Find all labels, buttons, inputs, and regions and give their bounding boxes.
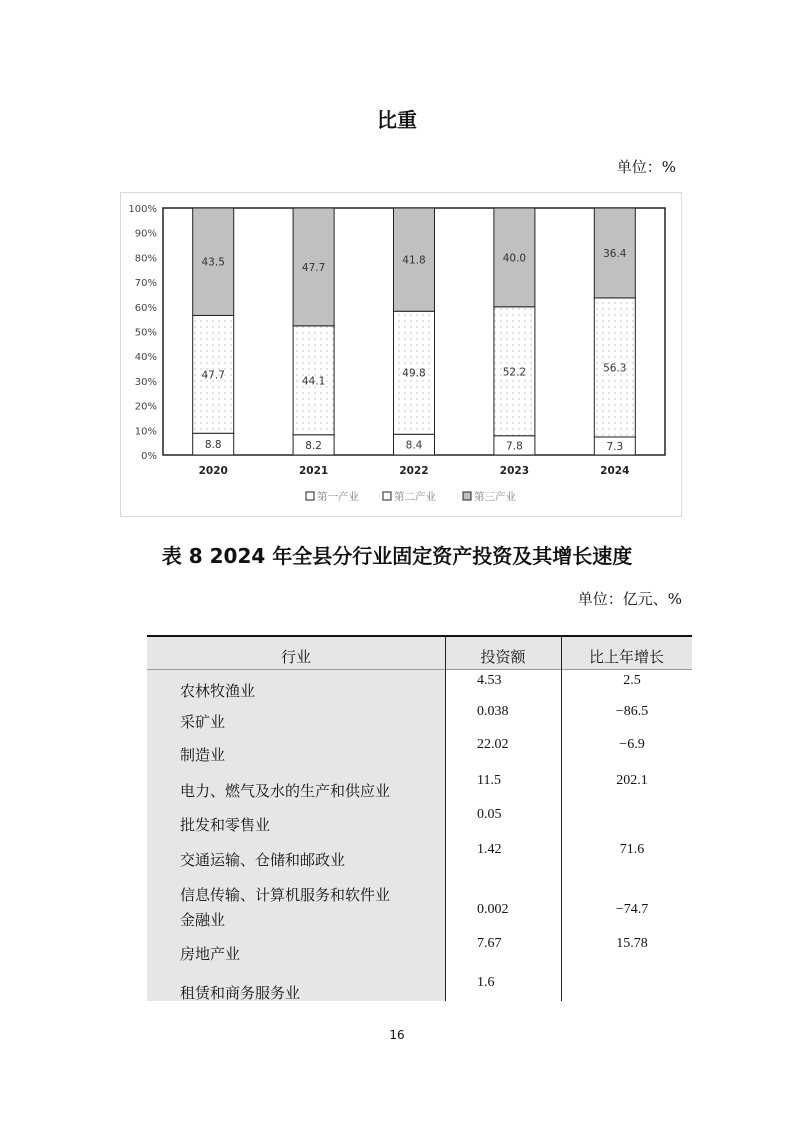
data-label: 8.2	[305, 439, 322, 452]
growth-cell: −86.5	[615, 704, 649, 719]
x-tick-label: 2020	[198, 465, 228, 477]
industry-label: 租赁和商务服务业	[180, 984, 301, 1002]
data-label: 8.8	[204, 439, 222, 452]
column-divider	[561, 635, 562, 1001]
data-label: 56.3	[603, 362, 627, 375]
growth-cell: 71.6	[619, 842, 645, 857]
amount-cell: 7.67	[477, 936, 502, 951]
data-label: 36.4	[603, 247, 627, 260]
legend-swatch	[306, 492, 314, 500]
amount-cell: 1.42	[477, 842, 502, 857]
header-amount: 投资额	[480, 648, 526, 666]
legend-swatch	[463, 492, 471, 500]
data-label: 47.7	[301, 261, 326, 274]
industry-label: 农林牧渔业	[180, 682, 256, 700]
y-tick-label: 40%	[134, 352, 157, 364]
chart-title: 比重	[377, 108, 417, 132]
data-label: 44.1	[301, 375, 326, 388]
y-tick-label: 50%	[134, 327, 157, 339]
legend-label: 第三产业	[474, 491, 516, 503]
growth-cell: 15.78	[616, 936, 648, 951]
growth-cell: 2.5	[623, 673, 641, 688]
amount-cell: 22.02	[477, 737, 509, 752]
data-label: 52.2	[502, 366, 527, 379]
table-unit: 单位：亿元、%	[577, 590, 682, 608]
amount-cell: 0.038	[477, 704, 509, 719]
industry-label: 制造业	[180, 746, 226, 764]
growth-cell: −6.9	[619, 737, 645, 752]
data-label: 40.0	[502, 252, 527, 265]
table-header-row	[147, 635, 692, 670]
industry-label: 批发和零售业	[180, 816, 271, 834]
amount-cell: 0.05	[477, 807, 502, 822]
amount-cell: 11.5	[477, 773, 501, 788]
industry-label: 金融业	[180, 911, 226, 929]
stacked-bar-chart	[120, 192, 682, 517]
data-label: 41.8	[402, 254, 426, 267]
y-tick-label: 70%	[134, 278, 157, 290]
industry-label: 采矿业	[180, 713, 226, 731]
growth-cell: −74.7	[615, 902, 649, 917]
y-tick-label: 60%	[134, 302, 157, 314]
y-tick-label: 10%	[134, 426, 157, 438]
y-tick-label: 80%	[134, 253, 157, 265]
page-number: 16	[389, 1028, 405, 1042]
data-label: 43.5	[201, 256, 225, 269]
y-tick-label: 30%	[134, 376, 157, 388]
x-tick-label: 2024	[600, 465, 630, 477]
data-label: 7.3	[606, 440, 624, 453]
data-label: 7.8	[506, 440, 523, 453]
growth-cell: 202.1	[616, 773, 648, 788]
legend-label: 第一产业	[317, 491, 359, 503]
industry-label: 电力、燃气及水的生产和供应业	[180, 782, 391, 800]
table-title: 表 8 2024 年全县分行业固定资产投资及其增长速度	[161, 544, 633, 568]
industry-label: 房地产业	[180, 945, 241, 963]
y-tick-label: 100%	[128, 204, 157, 215]
chart-unit: 单位：%	[616, 158, 676, 176]
industry-label: 交通运输、仓储和邮政业	[180, 851, 346, 869]
data-label: 8.4	[405, 439, 423, 452]
legend-label: 第二产业	[394, 491, 436, 503]
x-tick-label: 2023	[499, 465, 530, 477]
y-tick-label: 0%	[141, 451, 157, 462]
legend-swatch	[383, 492, 391, 500]
column-divider	[445, 635, 446, 1001]
investment-table	[147, 635, 692, 1001]
amount-cell: 0.002	[477, 902, 509, 917]
amount-cell: 4.53	[477, 673, 502, 688]
x-tick-label: 2021	[298, 465, 329, 477]
data-label: 49.8	[402, 367, 426, 380]
industry-label: 信息传输、计算机服务和软件业	[180, 886, 391, 904]
y-tick-label: 20%	[134, 401, 157, 413]
header-industry: 行业	[280, 648, 311, 666]
header-growth: 比上年增长	[588, 648, 664, 666]
x-tick-label: 2022	[399, 465, 429, 477]
y-tick-label: 90%	[134, 228, 157, 240]
amount-cell: 1.6	[477, 975, 495, 990]
data-label: 47.7	[201, 369, 225, 382]
